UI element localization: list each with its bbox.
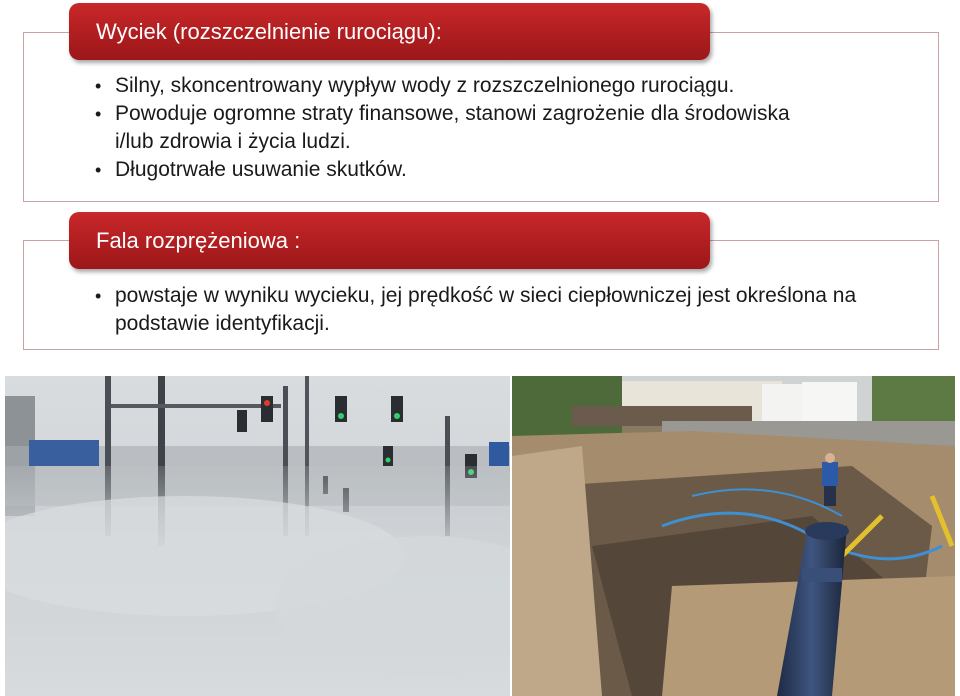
section-2-list (95, 282, 895, 338)
section-1-title: Wyciek (rozszczelnienie rurociągu): (96, 18, 442, 44)
excavation-photo (512, 376, 955, 696)
list-item: • Długotrwałe usuwanie skutków. (95, 156, 815, 184)
steam-street-photo (5, 376, 510, 696)
section-1-list (95, 72, 815, 184)
section-2-title: Fala rozprężeniowa : (96, 227, 301, 253)
section-2-header (69, 212, 710, 269)
section-1-header (69, 3, 710, 60)
list-item: • powstaje w wyniku wycieku, jej prędkość w sieci ciepłowniczej jest określona na podstawie identyfikacji. (95, 282, 895, 338)
list-item: • Silny, skoncentrowany wypływ wody z rozszczelnionego rurociągu. (95, 72, 815, 100)
list-item: • Powoduje ogromne straty finansowe, stanowi zagrożenie dla środowiska i/lub zdrowia i życia ludzi. (95, 100, 815, 156)
